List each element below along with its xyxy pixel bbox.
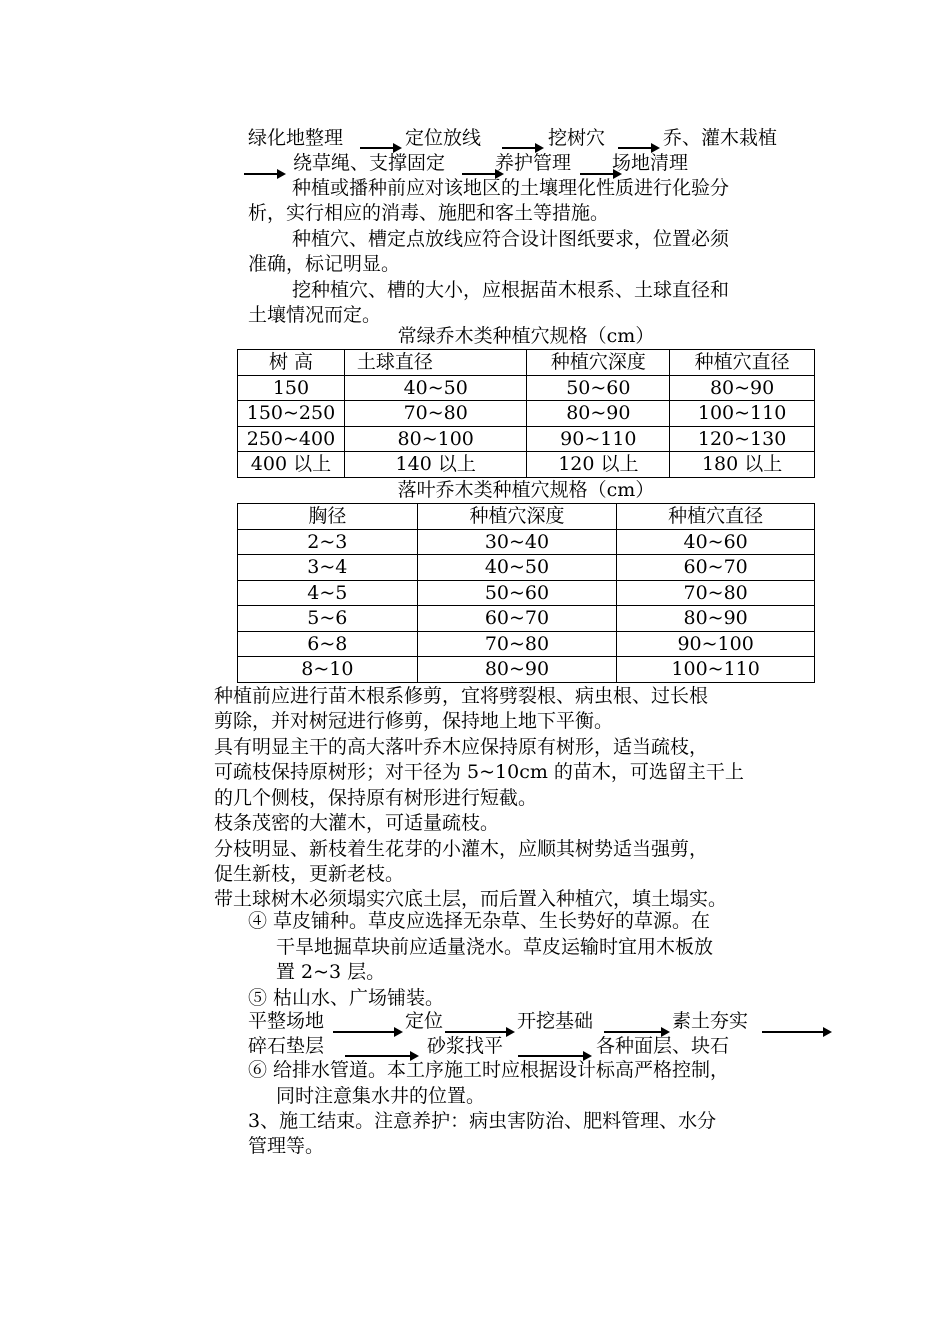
paragraph-line: 具有明显主干的高大落叶乔木应保持原有树形，适当疏枝，	[214, 736, 709, 758]
table-cell: 250~400	[238, 426, 345, 452]
list-item-line: 干旱地掘草块前应适量浇水。草皮运输时宜用木板放	[276, 936, 714, 958]
table-header-row	[238, 504, 815, 530]
table-cell: 80~90	[670, 375, 815, 401]
table-cell: 40~50	[417, 555, 617, 581]
deciduous-tree-table	[237, 503, 815, 683]
paragraph-line: 枝条茂密的大灌木，可适量疏枝。	[214, 812, 500, 834]
table-row	[238, 375, 815, 401]
table-cell: 2~3	[238, 529, 418, 555]
paragraph-line: 种植前应进行苗木根系修剪，宜将劈裂根、病虫根、过长根	[214, 685, 709, 707]
table-cell: 6~8	[238, 631, 418, 657]
arrow-icon	[618, 147, 658, 149]
table-row	[238, 426, 815, 452]
arrow-icon	[244, 173, 284, 175]
list-item-line: 置 2~3 层。	[276, 961, 386, 983]
paragraph-line: 种植或播种前应对该地区的土壤理化性质进行化验分	[292, 177, 730, 199]
paragraph-line: 种植穴、槽定点放线应符合设计图纸要求，位置必须	[292, 228, 730, 250]
header-cell: 种植穴深度	[527, 350, 670, 376]
table-cell: 140 以上	[344, 452, 527, 478]
table-title: 常绿乔木类种植穴规格（cm）	[397, 325, 655, 347]
table-cell: 40~50	[344, 375, 527, 401]
table-cell: 90~110	[527, 426, 670, 452]
list-item-line: ④ 草皮铺种。草皮应选择无杂草、生长势好的草源。在	[248, 910, 711, 932]
table-row	[238, 631, 815, 657]
table-row	[238, 529, 815, 555]
paragraph-line: 剪除，并对树冠进行修剪，保持地上地下平衡。	[214, 710, 614, 732]
table-cell: 80~100	[344, 426, 527, 452]
paragraph-line: 准确，标记明显。	[248, 253, 401, 275]
table-row	[238, 606, 815, 632]
table-cell: 8~10	[238, 657, 418, 683]
table-cell: 120 以上	[527, 452, 670, 478]
list-item-line: ⑤ 枯山水、广场铺装。	[248, 987, 445, 1009]
table-cell: 80~90	[617, 606, 815, 632]
flow-step: 绿化地整理	[248, 127, 344, 149]
table-cell: 180 以上	[670, 452, 815, 478]
flow-step: 定位	[405, 1010, 444, 1032]
paragraph-line: 分枝明显、新枝着生花芽的小灌木，应顺其树势适当强剪，	[214, 838, 709, 860]
evergreen-tree-table	[237, 349, 815, 478]
table-cell: 100~110	[617, 657, 815, 683]
paragraph-line: 析，实行相应的消毒、施肥和客土等措施。	[248, 202, 610, 224]
table-cell: 30~40	[417, 529, 617, 555]
header-cell: 种植穴直径	[617, 504, 815, 530]
flow-step: 养护管理	[495, 152, 572, 174]
flow-step: 素土夯实	[672, 1010, 749, 1032]
table-cell: 50~60	[527, 375, 670, 401]
table-cell: 40~60	[617, 529, 815, 555]
paragraph-line: 3、施工结束。注意养护：病虫害防治、肥料管理、水分	[248, 1110, 717, 1132]
table-cell: 80~90	[527, 401, 670, 427]
table-cell: 70~80	[417, 631, 617, 657]
flow-step: 挖树穴	[548, 127, 606, 149]
table-cell: 60~70	[417, 606, 617, 632]
arrow-icon	[333, 1031, 401, 1033]
list-item-line: ⑥ 给排水管道。本工序施工时应根据设计标高严格控制，	[248, 1059, 730, 1081]
table-cell: 60~70	[617, 555, 815, 581]
table-cell: 400 以上	[238, 452, 345, 478]
paragraph-line: 管理等。	[248, 1135, 325, 1157]
paragraph-line: 带土球树木必须塌实穴底土层，而后置入种植穴，填土塌实。	[214, 888, 728, 910]
table-row	[238, 657, 815, 683]
flow-step: 砂浆找平	[427, 1035, 504, 1057]
table-cell: 5~6	[238, 606, 418, 632]
flow-step: 各种面层、块石	[596, 1035, 730, 1057]
flow-step: 平整场地	[248, 1010, 325, 1032]
flow-step: 场地清理	[612, 152, 689, 174]
table-cell: 3~4	[238, 555, 418, 581]
header-cell: 种植穴深度	[417, 504, 617, 530]
table-cell: 70~80	[617, 580, 815, 606]
paragraph-line: 促生新枝，更新老枝。	[214, 863, 405, 885]
table-cell: 150	[238, 375, 345, 401]
flow-step: 开挖基础	[517, 1010, 594, 1032]
arrow-icon	[502, 147, 542, 149]
paragraph-line: 挖种植穴、槽的大小，应根据苗木根系、土球直径和	[292, 279, 730, 301]
table-cell: 50~60	[417, 580, 617, 606]
arrow-icon	[762, 1031, 830, 1033]
table-cell: 100~110	[670, 401, 815, 427]
header-cell: 种植穴直径	[670, 350, 815, 376]
table-cell: 120~130	[670, 426, 815, 452]
table-cell: 70~80	[344, 401, 527, 427]
list-item-line: 同时注意集水井的位置。	[276, 1085, 486, 1107]
table-cell: 4~5	[238, 580, 418, 606]
table-title: 落叶乔木类种植穴规格（cm）	[397, 479, 655, 501]
arrow-icon	[360, 147, 400, 149]
header-cell: 树 高	[238, 350, 345, 376]
paragraph-line: 的几个侧枝，保持原有树形进行短截。	[214, 787, 538, 809]
paragraph-line: 可疏枝保持原树形；对干径为 5~10cm 的苗木，可选留主干上	[214, 761, 744, 783]
table-row	[238, 401, 815, 427]
table-cell: 150~250	[238, 401, 345, 427]
table-header-row	[238, 350, 815, 376]
table-row	[238, 452, 815, 478]
paragraph-line: 土壤情况而定。	[248, 304, 382, 326]
table-row	[238, 580, 815, 606]
header-cell: 土球直径	[344, 350, 527, 376]
table-cell: 90~100	[617, 631, 815, 657]
header-cell: 胸径	[238, 504, 418, 530]
flow-step: 碎石垫层	[248, 1035, 325, 1057]
flow-step: 绕草绳、支撑固定	[293, 152, 446, 174]
table-row	[238, 555, 815, 581]
flow-step: 乔、灌木栽植	[663, 127, 778, 149]
table-cell: 80~90	[417, 657, 617, 683]
flow-step: 定位放线	[405, 127, 482, 149]
